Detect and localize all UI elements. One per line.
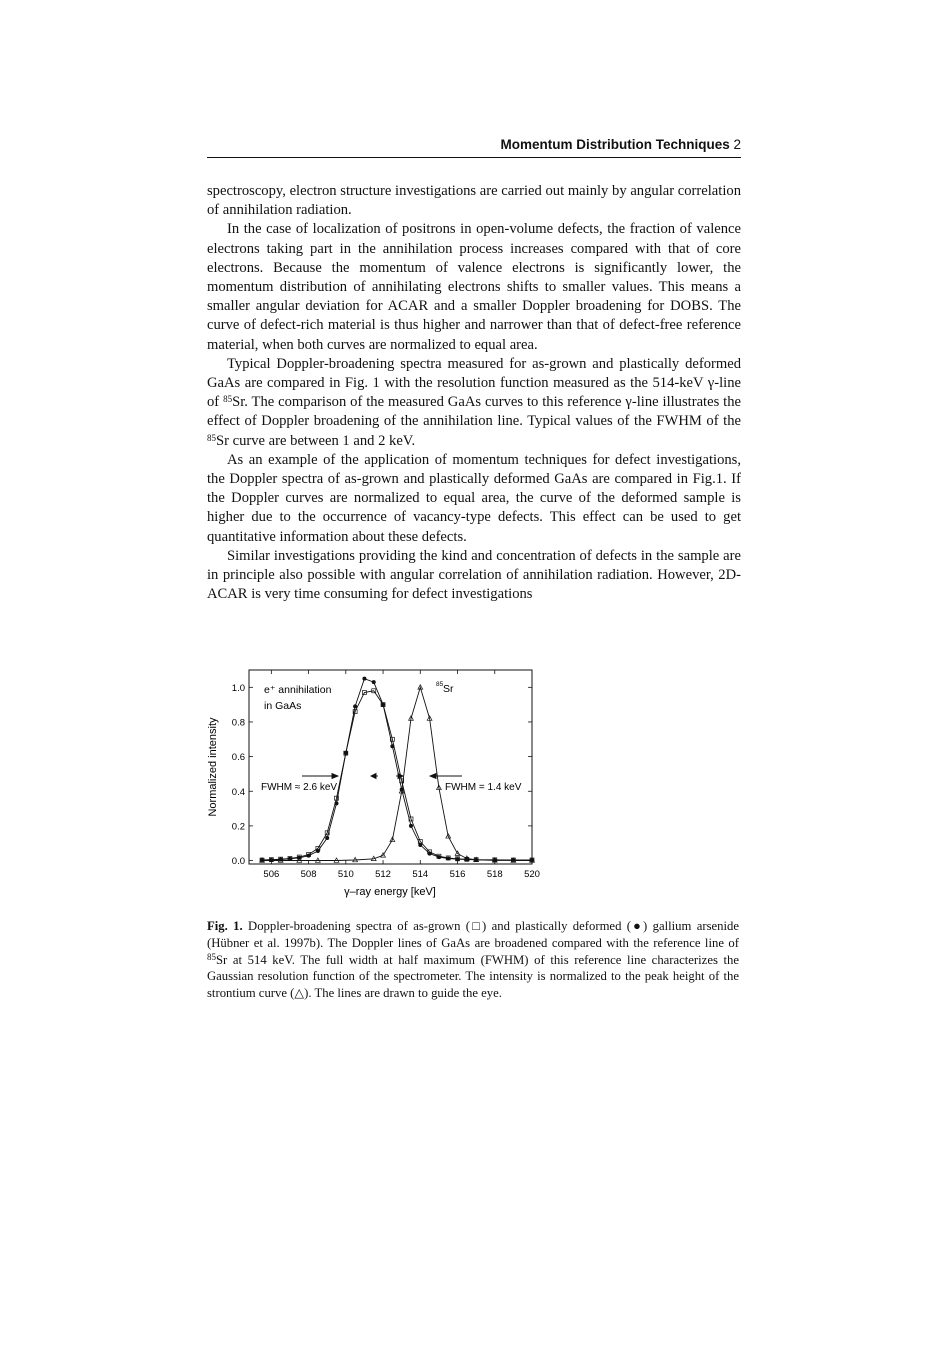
data-point — [390, 744, 394, 748]
body-text — [207, 182, 741, 604]
header-title: Momentum Distribution Techniques — [500, 137, 730, 152]
x-tick-label: 506 — [263, 869, 280, 880]
data-point — [381, 703, 385, 707]
data-point — [446, 856, 450, 860]
arrowhead — [371, 774, 376, 779]
running-header — [207, 137, 741, 158]
data-point — [372, 680, 376, 684]
x-tick-label: 510 — [337, 869, 354, 880]
series-line — [262, 687, 532, 860]
y-tick-label: 1.0 — [231, 682, 245, 694]
data-point — [325, 836, 329, 840]
data-point — [316, 849, 320, 853]
annotation-sr-sup: 85 — [436, 681, 444, 688]
superscript: 85 — [207, 432, 216, 443]
y-tick-label: 0.6 — [231, 752, 245, 764]
annotation-fwhm-gaas: FWHM ≈ 2.6 keV — [261, 782, 338, 793]
arrowhead — [398, 774, 403, 779]
annotation-gaas-label: e⁺ annihilation — [264, 684, 332, 696]
y-tick-label: 0.0 — [231, 856, 245, 868]
data-point — [353, 704, 357, 708]
text-run: Sr. The comparison of the measured GaAs curves to this reference γ-line illustrates the effect of Doppler broadening of the annihilation line. Typical values of the FWHM of the — [207, 394, 741, 430]
series-line — [262, 691, 532, 860]
caption-text: Doppler-broadening spectra of as-grown (□) and plastically deformed (●) gallium arsenide (Hübner et al. 1997b). The Doppler lines of GaAs are broadened compared with the reference line of — [207, 919, 739, 950]
text-run: Typical Doppler-broadening spectra measured for as-grown and plastically deformed GaAs are compared in Fig. 1 with the resolution function measured as the 514-keV γ-line of — [207, 355, 741, 411]
chart-svg — [200, 660, 550, 905]
figure-caption — [207, 918, 739, 1002]
data-point — [409, 824, 413, 828]
annotation-gaas-label: in GaAs — [264, 700, 302, 712]
data-point — [269, 858, 273, 862]
figure-doppler-spectra — [200, 660, 550, 905]
paragraph: Similar investigations providing the kind and concentration of defects in the sample are in principle also possible with angular correlation of annihilation radiation. However, 2D-ACAR is very time consuming for defect investigations — [207, 547, 741, 603]
y-tick-label: 0.2 — [231, 821, 245, 833]
data-point — [362, 677, 366, 681]
annotation-fwhm-sr: FWHM = 1.4 keV — [445, 782, 522, 793]
x-tick-label: 508 — [300, 869, 317, 880]
y-axis-label: Normalized intensity — [207, 717, 219, 817]
caption-text: Sr at 514 keV. The full width at half maximum (FWHM) of this reference line characterizes the Gaussian resolution function of the spectrometer. The intensity is normalized to the peak height of the strontium curve (△). The lines are drawn to guide the eye. — [207, 952, 739, 1001]
text-run: Sr curve are between 1 and 2 keV. — [216, 432, 416, 449]
x-tick-label: 514 — [412, 869, 429, 880]
arrowhead — [332, 774, 338, 779]
paragraph: As an example of the application of momentum techniques for defect investigations, the Doppler spectra of as-grown and plastically deformed GaAs are compared in Fig.1. If the Doppler curves are normalized to equal area, the curve of the deformed sample is higher due to the occurrence of vacancy-type defects. This effect can be used to get quantitative information about these defects. — [207, 451, 741, 545]
series-line — [262, 679, 532, 860]
x-tick-label: 518 — [486, 869, 503, 880]
data-point — [307, 854, 311, 858]
y-tick-label: 0.8 — [231, 717, 245, 729]
superscript: 85 — [223, 394, 233, 405]
paragraph: In the case of localization of positrons in open-volume defects, the fraction of valence electrons taking part in the annihilation process increases compared with that of core electrons. Because the momentum of valence electrons is significantly lower, the momentum distribution of annihilating electrons shifts to smaller values. This means a smaller angular deviation for ACAR and a smaller Doppler broadening for DOBS. The curve of defect-rich material is thus higher and narrower than that of defect-free reference material, when both curves are normalized to equal area. — [207, 221, 741, 353]
data-point — [344, 751, 348, 755]
y-tick-label: 0.4 — [231, 786, 245, 798]
paragraph — [207, 355, 741, 451]
page-number: 2 — [733, 137, 741, 152]
x-tick-label: 516 — [449, 869, 466, 880]
data-point — [437, 855, 441, 859]
arrowhead — [430, 774, 436, 779]
x-tick-label: 520 — [524, 869, 540, 880]
superscript: 85 — [207, 951, 216, 962]
data-point — [456, 857, 460, 861]
paragraph: spectroscopy, electron structure investigations are carried out mainly by angular correlation of annihilation radiation. — [207, 183, 741, 219]
x-tick-label: 512 — [375, 869, 391, 880]
data-point — [335, 801, 339, 805]
data-point — [428, 852, 432, 856]
caption-label: Fig. 1. — [207, 919, 243, 933]
x-axis-label: γ–ray energy [keV] — [344, 886, 436, 898]
annotation-sr-label: Sr — [443, 683, 454, 695]
data-point — [418, 843, 422, 847]
